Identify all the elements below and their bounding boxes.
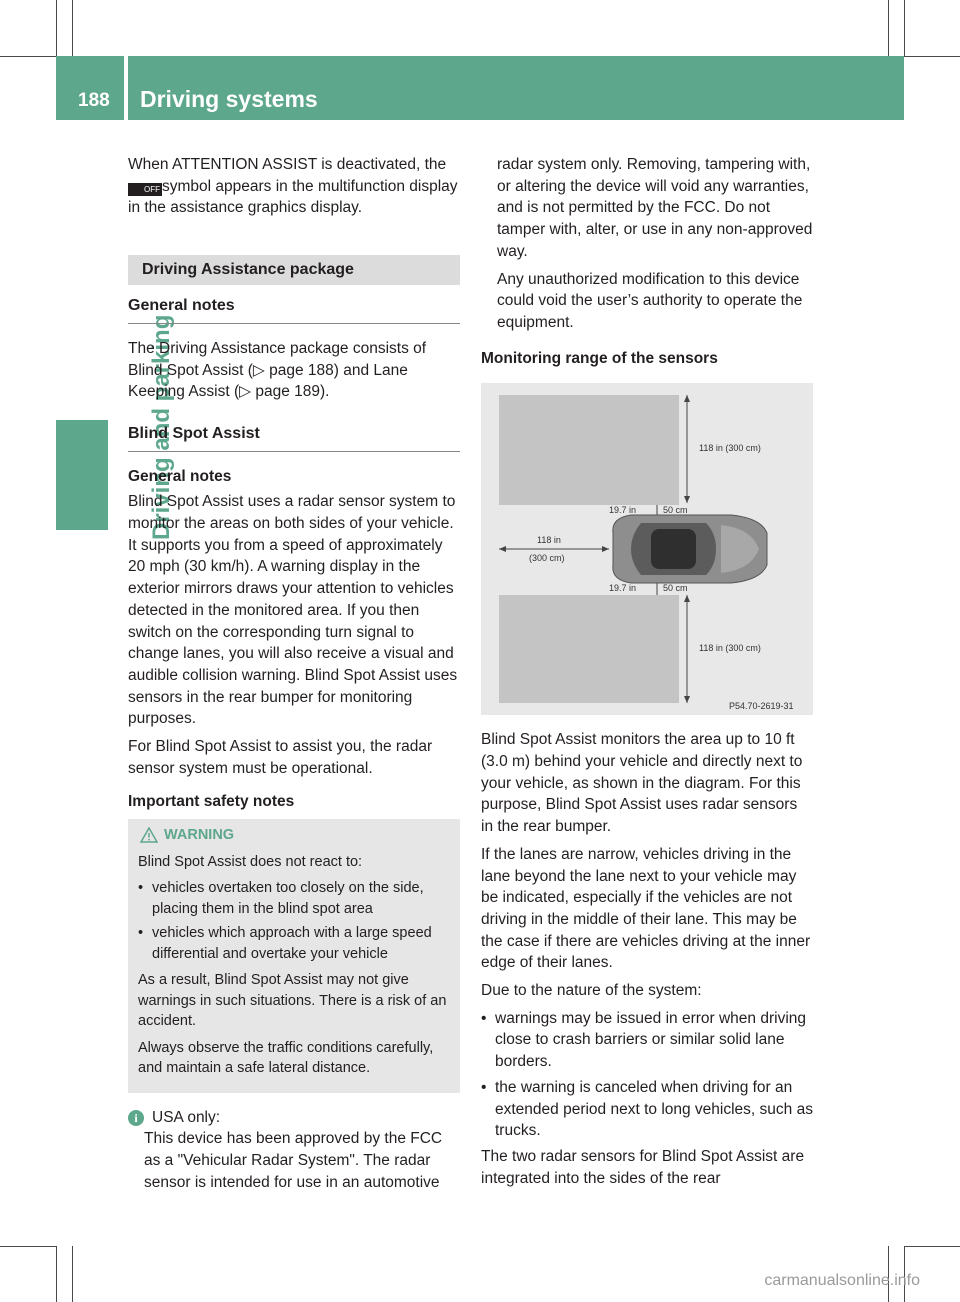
left-column bbox=[128, 154, 460, 1199]
safety-heading: Important safety notes bbox=[128, 793, 295, 811]
list-item: • the warning is canceled when driving for an extended period next to long vehicles, such as trucks. bbox=[481, 1078, 813, 1140]
monitoring-heading: Monitoring range of the sensors bbox=[481, 349, 718, 367]
bullet-icon: • bbox=[138, 880, 144, 897]
behind-label-in: 118 in bbox=[537, 535, 561, 546]
top-side-label-cm: 50 cm bbox=[663, 505, 688, 516]
warning-list bbox=[138, 878, 450, 964]
chapter-title: Driving systems bbox=[140, 86, 318, 112]
right-paragraph-5: Due to the nature of the system: bbox=[481, 982, 702, 1000]
behind-label-cm: (300 cm) bbox=[529, 553, 565, 564]
bsa-paragraph-1: Blind Spot Assist uses a radar sensor system to monitor the areas on both sides of your vehicle. It supports you from a speed of approximately 20 mph (30 km/h). A warning display in the exterior mirrors draws your attention to vehicles detected in the monitored area. If you then switch on the corresponding turn signal to change lanes, you will also receive a visual and audible collision warning. Blind Spot Assist uses sensors in the rear bumper for monitoring purposes. bbox=[128, 493, 458, 728]
info-icon: i bbox=[128, 1110, 144, 1126]
bottom-side-label-in: 19.7 in bbox=[609, 583, 637, 594]
sensor-diagram-svg bbox=[481, 383, 813, 715]
header-divider bbox=[124, 56, 128, 120]
list-item: • vehicles which approach with a large speed differential and overtake your vehicle bbox=[138, 925, 432, 962]
bullet-icon: • bbox=[481, 1078, 487, 1096]
nature-list bbox=[481, 1008, 813, 1142]
crop-mark bbox=[0, 56, 56, 57]
right-paragraph-2: Any unauthorized modification to this device could void the user’s authority to operate the equipment. bbox=[497, 270, 803, 331]
warning-triangle-icon bbox=[140, 827, 158, 843]
top-monitor-zone bbox=[499, 395, 679, 505]
top-range-label: 118 in (300 cm) bbox=[699, 443, 761, 454]
right-paragraph-6: The two radar sensors for Blind Spot Assist are integrated into the sides of the rear bbox=[481, 1147, 805, 1187]
right-paragraph-3: Blind Spot Assist monitors the area up to 10 ft (3.0 m) behind your vehicle and directly next to your vehicle, as shown in the diagram. For this purpose, Blind Spot Assist uses radar sensors in the rear bumper. bbox=[481, 731, 803, 836]
right-paragraph-4: If the lanes are narrow, vehicles driving in the lane beyond the lane next to your vehicle may be indicated, especially if the vehicles are not driving in the middle of their lane. This may be the case if there are vehicles driving at the inner edge of their lanes. bbox=[481, 845, 811, 972]
right-paragraph-1: radar system only. Removing, tampering with, or altering the device will void any warranties, and is not permitted by the FCC. Do not tamper with, alter, or use in any non-approved way. bbox=[497, 156, 813, 260]
bottom-monitor-zone bbox=[499, 595, 679, 703]
bottom-side-label-cm: 50 cm bbox=[663, 583, 688, 594]
crop-mark bbox=[56, 0, 57, 56]
warning-header bbox=[140, 825, 450, 846]
top-side-label-in: 19.7 in bbox=[609, 505, 637, 516]
bullet-icon: • bbox=[138, 925, 144, 942]
section-heading: Driving Assistance package bbox=[128, 255, 460, 285]
crop-mark bbox=[888, 0, 889, 56]
sensor-range-diagram bbox=[481, 383, 813, 715]
page-number: 188 bbox=[78, 90, 110, 111]
info-note bbox=[128, 1107, 460, 1129]
info-label: USA only: bbox=[152, 1108, 221, 1126]
crop-mark bbox=[904, 56, 960, 57]
bsa-paragraph-2: For Blind Spot Assist to assist you, the radar sensor system must be operational. bbox=[128, 738, 433, 777]
side-tab-marker bbox=[56, 420, 108, 530]
intro-text: When ATTENTION ASSIST is deactivated, the OFF symbol appears in the multifunction display in the assistance graphics display. bbox=[128, 156, 458, 217]
figure-code: P54.70-2619-31 bbox=[729, 701, 794, 712]
crop-mark bbox=[56, 1246, 57, 1302]
general-notes-text: The Driving Assistance package consists of Blind Spot Assist (▷ page 188) and Lane Keeping Assist (▷ page 189). bbox=[128, 339, 427, 401]
crop-mark bbox=[904, 0, 905, 56]
warning-box bbox=[128, 819, 460, 1093]
bullet-icon: • bbox=[481, 1009, 487, 1027]
warning-title: WARNING bbox=[164, 827, 235, 844]
intro-paragraph bbox=[128, 154, 460, 219]
crop-mark bbox=[72, 0, 73, 56]
bsa-heading: Blind Spot Assist bbox=[128, 423, 460, 452]
warning-paragraph-1: As a result, Blind Spot Assist may not give warnings in such situations. There is a risk of an accident. bbox=[138, 972, 447, 1030]
watermark: carmanualsonline.info bbox=[764, 1272, 920, 1289]
car-illustration bbox=[613, 515, 767, 583]
side-tab-label: Driving and parking bbox=[148, 314, 175, 540]
right-column bbox=[481, 154, 813, 1195]
general-notes-heading: General notes bbox=[128, 295, 460, 324]
crop-mark bbox=[72, 1246, 73, 1302]
warning-paragraph-2: Always observe the traffic conditions carefully, and maintain a safe lateral distance. bbox=[138, 1039, 434, 1077]
bsa-general-heading: General notes bbox=[128, 467, 232, 485]
crop-mark bbox=[904, 1246, 960, 1247]
list-item: • vehicles overtaken too closely on the side, placing them in the blind spot area bbox=[138, 880, 424, 917]
bottom-range-label: 118 in (300 cm) bbox=[699, 643, 761, 654]
attention-assist-off-icon: OFF bbox=[128, 183, 162, 196]
crop-mark bbox=[0, 1246, 56, 1247]
list-item: • warnings may be issued in error when driving close to crash barriers or similar solid lane borders. bbox=[481, 1009, 807, 1071]
warning-intro: Blind Spot Assist does not react to: bbox=[138, 853, 363, 870]
info-text: This device has been approved by the FCC as a "Vehicular Radar System". The radar sensor is intended for use in an automotive bbox=[144, 1130, 443, 1191]
